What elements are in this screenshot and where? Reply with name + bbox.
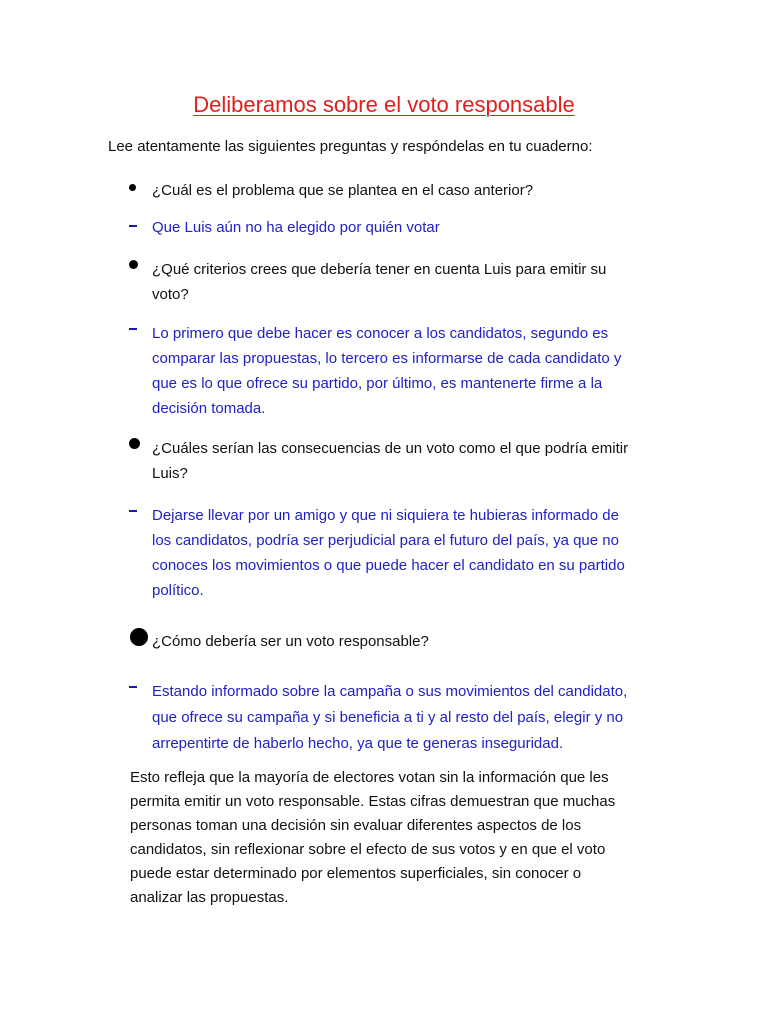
question-1 xyxy=(152,179,533,203)
bullet-icon xyxy=(129,184,136,191)
answer-3-line: conoces los movimientos o que puede hacer el candidato en su partido xyxy=(152,557,625,574)
conclusion-line: analizar las propuestas. xyxy=(130,889,289,906)
answer-2-line: decisión tomada. xyxy=(152,400,266,417)
answer-1 xyxy=(152,216,440,240)
dash-icon xyxy=(129,328,137,330)
conclusion-line: personas toman una decisión sin evaluar diferentes aspectos de los xyxy=(130,817,582,834)
answer-3-line: político. xyxy=(152,582,204,599)
question-4 xyxy=(152,630,429,654)
answer-4 xyxy=(152,679,627,757)
answer-3-line: los candidatos, podría ser perjudicial para el futuro del país, ya que no xyxy=(152,532,619,549)
question-2-line: voto? xyxy=(152,286,189,303)
conclusion-line: puede estar determinado por elementos superficiales, sin conocer o xyxy=(130,865,582,882)
intro-text: Lee atentamente las siguientes preguntas y respóndelas en tu cuaderno: xyxy=(108,138,593,155)
question-2-line: ¿Qué criterios crees que debería tener en cuenta Luis para emitir su xyxy=(152,261,607,278)
answer-2-line: Lo primero que debe hacer es conocer a los candidatos, segundo es xyxy=(152,325,609,342)
bullet-icon xyxy=(130,628,148,646)
conclusion-line: Esto refleja que la mayoría de electores votan sin la información que les xyxy=(130,769,609,786)
question-4-line: ¿Cómo debería ser un voto responsable? xyxy=(152,633,429,650)
question-3-line: ¿Cuáles serían las consecuencias de un voto como el que podría emitir xyxy=(152,440,629,457)
conclusion-line: candidatos, sin reflexionar sobre el efecto de sus votos y en que el voto xyxy=(130,841,606,858)
answer-3 xyxy=(152,503,625,603)
answer-2-line: comparar las propuestas, lo tercero es informarse de cada candidato y xyxy=(152,350,622,367)
bullet-icon xyxy=(129,260,138,269)
conclusion-line: permita emitir un voto responsable. Estas cifras demuestran que muchas xyxy=(130,793,616,810)
dash-icon xyxy=(129,686,137,688)
answer-4-line: que ofrece su campaña y si beneficia a ti y al resto del país, elegir y no xyxy=(152,709,624,726)
question-2 xyxy=(152,257,606,307)
answer-2-line: que es lo que ofrece su partido, por último, es mantenerte firme a la xyxy=(152,375,603,392)
question-3 xyxy=(152,436,628,486)
dash-icon xyxy=(129,225,137,227)
answer-2 xyxy=(152,321,621,421)
answer-4-line: Estando informado sobre la campaña o sus movimientos del candidato, xyxy=(152,683,628,700)
conclusion-paragraph xyxy=(130,766,670,910)
question-3-line: Luis? xyxy=(152,465,188,482)
answer-3-line: Dejarse llevar por un amigo y que ni siquiera te hubieras informado de xyxy=(152,507,619,524)
dash-icon xyxy=(129,510,137,512)
page-title: Deliberamos sobre el voto responsable xyxy=(193,92,575,117)
bullet-icon xyxy=(129,438,140,449)
answer-4-line: arrepentirte de haberlo hecho, ya que te generas inseguridad. xyxy=(152,735,564,752)
answer-1-line: Que Luis aún no ha elegido por quién votar xyxy=(152,219,440,236)
question-1-line: ¿Cuál es el problema que se plantea en el caso anterior? xyxy=(152,182,534,199)
